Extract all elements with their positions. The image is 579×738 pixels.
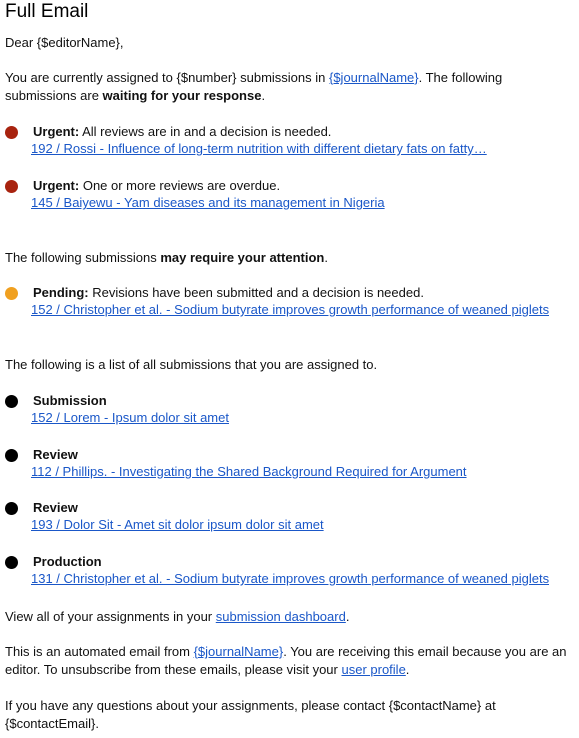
status-label: Pending:	[33, 285, 89, 300]
journal-name-link[interactable]: {$journalName}	[328, 70, 419, 85]
submission-link[interactable]: 131 / Christopher et al. - Sodium butyrate improves growth performance of weaned piglets	[31, 571, 550, 586]
pending-status-dot-icon	[5, 287, 18, 300]
submission-link[interactable]: 152 / Christopher et al. - Sodium butyrate improves growth performance of weaned piglets	[31, 302, 550, 317]
attention-paragraph	[5, 249, 328, 267]
urgent-status-dot-icon	[5, 180, 18, 193]
automated-paragraph	[5, 643, 575, 679]
pending-item	[5, 284, 575, 324]
assigned-dot-icon	[5, 502, 18, 515]
assigned-item	[5, 446, 575, 486]
urgent-item	[5, 177, 575, 217]
stage-label: Review	[33, 447, 78, 462]
assigned-item	[5, 553, 575, 593]
intro-paragraph	[5, 69, 575, 105]
submission-dashboard-link[interactable]: submission dashboard	[215, 609, 346, 624]
list-intro: The following is a list of all submissions that you are assigned to.	[5, 357, 378, 372]
item-status-line	[33, 284, 424, 302]
intro-text-3: .	[261, 88, 266, 103]
assigned-item	[5, 499, 575, 539]
urgent-status-dot-icon	[5, 126, 18, 139]
status-text: All reviews are in and a decision is needed.	[79, 124, 332, 139]
stage-label: Submission	[33, 393, 107, 408]
page-title: Full Email	[5, 1, 89, 22]
status-label: Urgent:	[33, 178, 80, 193]
intro-bold: waiting for your response	[102, 88, 262, 103]
view-all-paragraph	[5, 608, 349, 626]
attention-bold: may require your attention	[160, 250, 325, 265]
automated-text-3: .	[405, 662, 410, 677]
intro-text-2: . The following submissions are	[5, 70, 503, 103]
view-all-text-2: .	[345, 609, 350, 624]
attention-text-2: .	[324, 250, 328, 265]
assigned-item	[5, 392, 575, 432]
stage-label: Review	[33, 500, 78, 515]
journal-name-link[interactable]: {$journalName}	[193, 644, 284, 659]
view-all-text-1: View all of your assignments in your	[5, 609, 216, 624]
item-status-line	[33, 123, 331, 141]
submission-link[interactable]: 145 / Baiyewu - Yam diseases and its management in Nigeria	[31, 195, 385, 210]
automated-text-2: . You are receiving this email because you are an editor. To unsubscribe from these emails, please visit your	[5, 644, 567, 677]
submission-link[interactable]: 192 / Rossi - Influence of long-term nutrition with different dietary fats on fatty…	[31, 141, 487, 156]
assigned-dot-icon	[5, 556, 18, 569]
intro-text-1: You are currently assigned to {$number} submissions in	[5, 70, 329, 85]
assigned-dot-icon	[5, 395, 18, 408]
questions-paragraph: If you have any questions about your assignments, please contact {$contactName} at {$contactEmail}.	[5, 698, 496, 731]
submission-link[interactable]: 152 / Lorem - Ipsum dolor sit amet	[31, 410, 229, 425]
greeting: Dear {$editorName},	[5, 35, 124, 50]
status-text: Revisions have been submitted and a decision is needed.	[88, 285, 424, 300]
assigned-dot-icon	[5, 449, 18, 462]
stage-label: Production	[33, 554, 102, 569]
submission-link[interactable]: 112 / Phillips. - Investigating the Shared Background Required for Argument	[31, 464, 467, 479]
urgent-item	[5, 123, 575, 163]
user-profile-link[interactable]: user profile	[341, 662, 406, 677]
submission-link[interactable]: 193 / Dolor Sit - Amet sit dolor ipsum dolor sit amet	[31, 517, 324, 532]
automated-text-1: This is an automated email from	[5, 644, 194, 659]
item-status-line	[33, 177, 280, 195]
status-text: One or more reviews are overdue.	[79, 178, 281, 193]
status-label: Urgent:	[33, 124, 80, 139]
attention-text-1: The following submissions	[5, 250, 161, 265]
